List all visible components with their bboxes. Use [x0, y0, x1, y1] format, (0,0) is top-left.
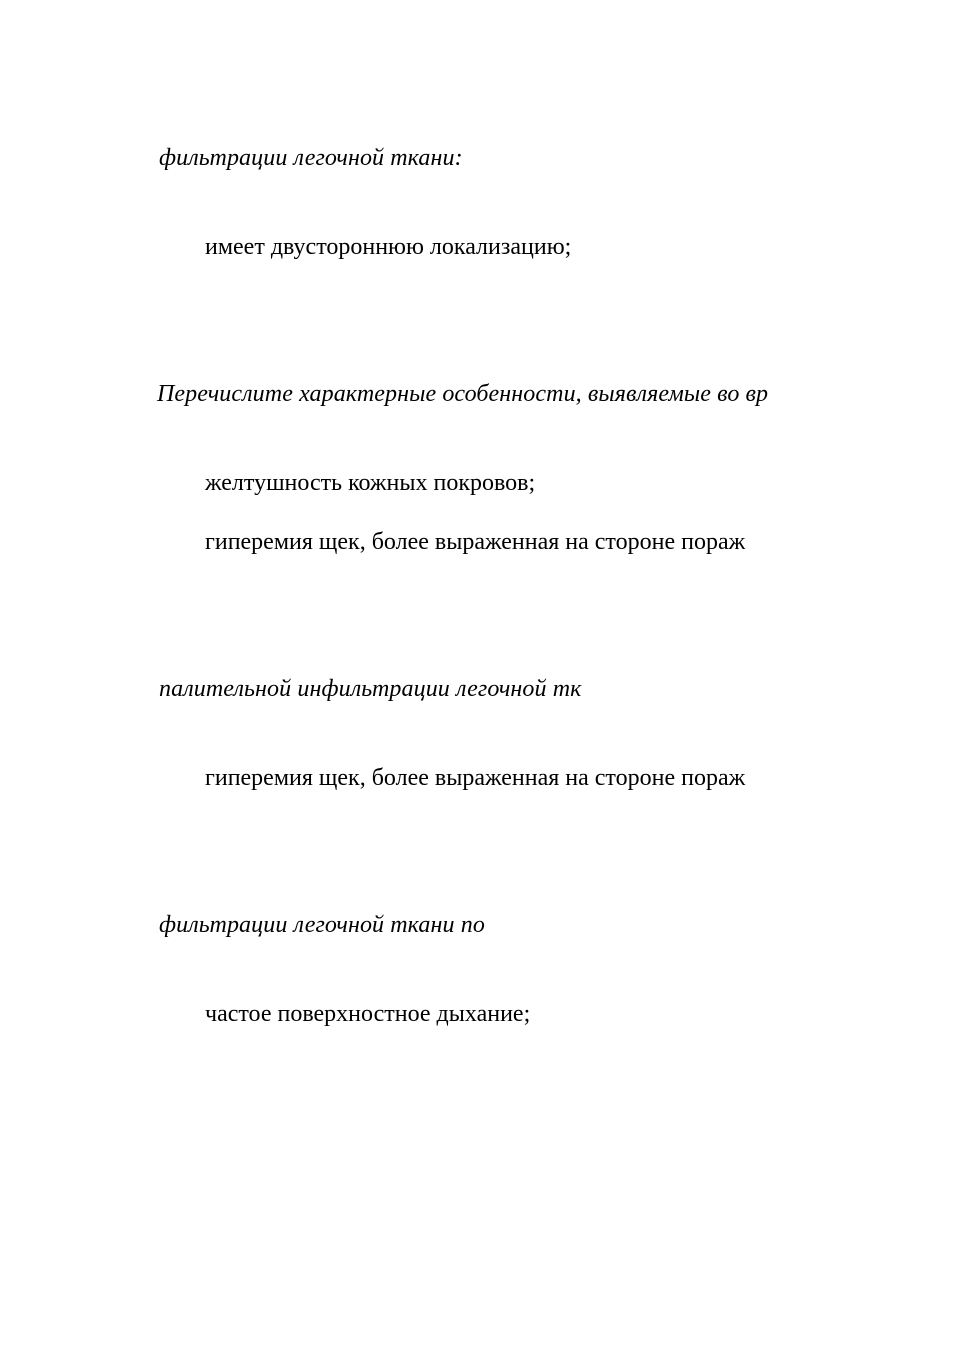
answer-text: желтушность кожных покровов; [205, 470, 536, 496]
question-text: Перечислите характерные особенности, выявляемые во вр [157, 381, 769, 407]
question-text: фильтрации легочной ткани по [159, 912, 485, 938]
answer-text: имеет двустороннюю локализацию; [205, 234, 572, 260]
answer-text: гиперемия щек, более выраженная на стороне пораж [205, 529, 746, 555]
question-text: палительной инфильтрации легочной тк [159, 676, 582, 702]
question-text: фильтрации легочной ткани: [159, 145, 463, 171]
answer-text: гиперемия щек, более выраженная на стороне пораж [205, 765, 746, 791]
answer-text: частое поверхностное дыхание; [205, 1001, 531, 1027]
